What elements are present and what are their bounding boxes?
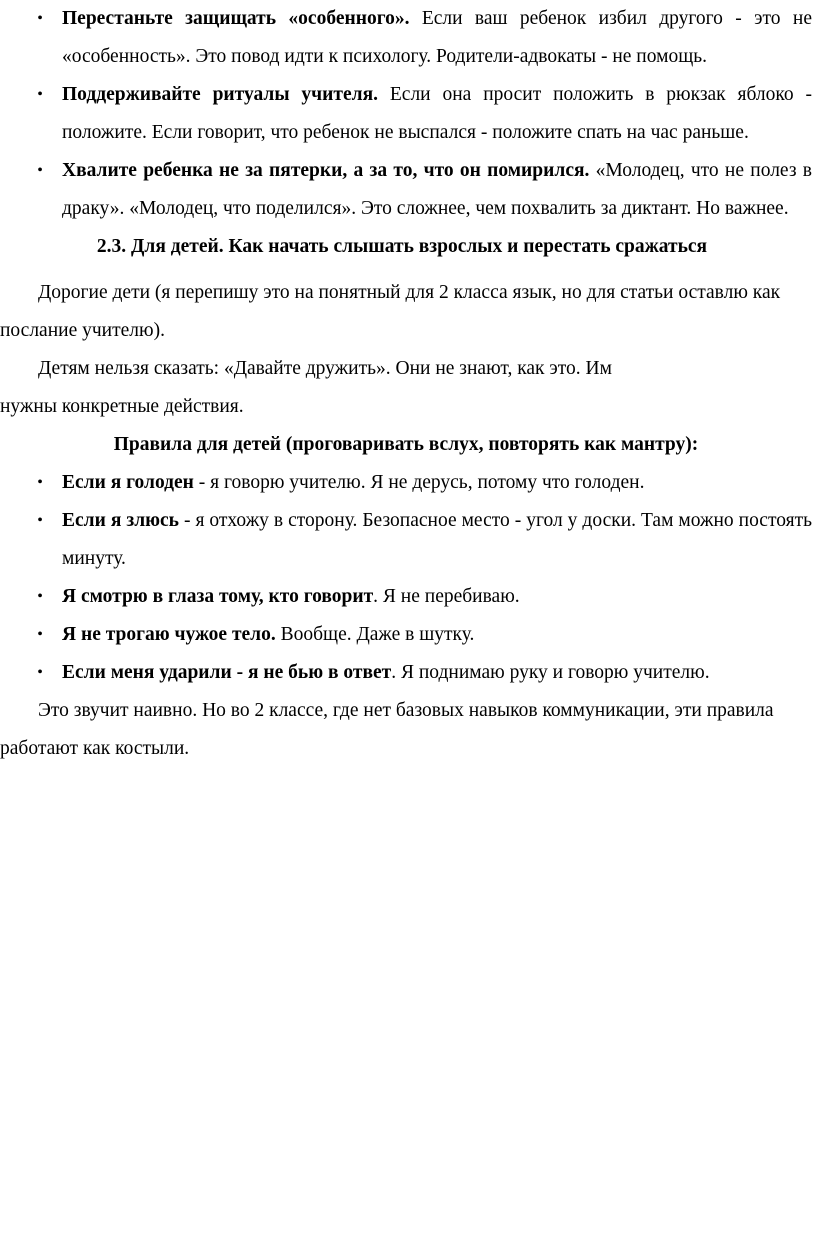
- item-text: - я говорю учителю. Я не дерусь, потому что голоден.: [193, 472, 645, 493]
- item-text: Если ваш ребенок избил другого - это не «особенность». Это повод идти к психологу. Родители-адвокаты - не помощь.: [62, 8, 812, 67]
- item-text: Если она просит положить в рюкзак яблоко - положите. Если говорит, что ребенок не выспался - положите спать на час раньше.: [62, 84, 812, 143]
- item-bold-text: Если я голоден: [62, 472, 194, 493]
- paragraph-intro: Дорогие дети (я перепишу это на понятный для 2 класса язык, но для статьи оставлю как послание учителю).: [0, 282, 781, 341]
- list-item: [0, 502, 812, 578]
- paragraph-line: нужны конкретные действия.: [0, 396, 244, 417]
- rules-heading: Правила для детей (проговаривать вслух, повторять как мантру):: [113, 434, 699, 455]
- item-bold-text: Хвалите ребенка не за пятерки, а за то, что он помирился.: [62, 160, 590, 181]
- bullet-icon: •: [37, 10, 43, 27]
- parent-advice-list: [0, 0, 812, 228]
- item-text: - я отхожу в сторону. Безопасное место - угол у доски. Там можно постоять минуту.: [62, 510, 812, 569]
- paragraph-line: Детям нельзя сказать: «Давайте дружить». Они не знают, как это. Им: [38, 358, 612, 379]
- item-text: «Молодец, что не полез в драку». «Молодец, что поделился». Это сложнее, чем похвалить за диктант. Но важнее.: [62, 160, 812, 219]
- item-text: . Я поднимаю руку и говорю учителю.: [391, 662, 710, 683]
- item-text: . Я не перебиваю.: [373, 586, 520, 607]
- kids-rules-list: [0, 464, 812, 692]
- item-bold-text: Я не трогаю чужое тело.: [62, 624, 276, 645]
- list-item: [0, 616, 812, 654]
- list-item: [0, 578, 812, 616]
- list-item: [0, 464, 812, 502]
- list-item: [0, 654, 812, 692]
- bullet-icon: •: [37, 512, 43, 529]
- list-item: [0, 152, 812, 228]
- bullet-icon: •: [37, 664, 43, 681]
- bullet-icon: •: [37, 86, 43, 103]
- bullet-icon: •: [37, 626, 43, 643]
- item-text: Вообще. Даже в шутку.: [275, 624, 475, 645]
- list-item: [0, 76, 812, 152]
- item-bold-text: Если я злюсь: [62, 510, 179, 531]
- section-heading: 2.3. Для детей. Как начать слышать взрослых и перестать сражаться: [96, 236, 708, 257]
- item-bold-text: Я смотрю в глаза тому, кто говорит: [62, 586, 374, 607]
- paragraph-closing: Это звучит наивно. Но во 2 классе, где нет базовых навыков коммуникации, эти правила работают как костыли.: [0, 700, 774, 759]
- item-bold-text: Поддерживайте ритуалы учителя.: [62, 84, 379, 105]
- item-bold-text: Если меня ударили - я не бью в ответ: [62, 662, 392, 683]
- item-bold-text: Перестаньте защищать «особенного».: [62, 8, 410, 29]
- list-item: [0, 0, 812, 76]
- bullet-icon: •: [37, 474, 43, 491]
- bullet-icon: •: [37, 162, 43, 179]
- bullet-icon: •: [37, 588, 43, 605]
